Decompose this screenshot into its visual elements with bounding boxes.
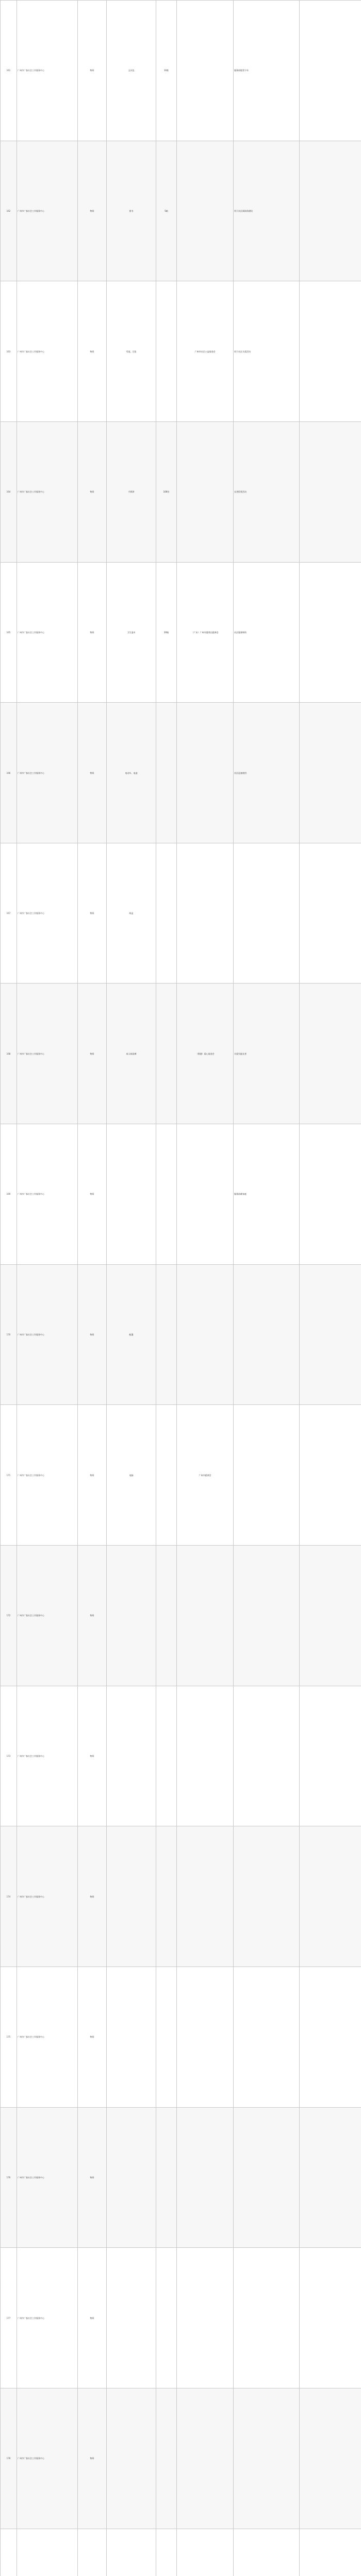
donation-item: 图书 <box>107 141 156 281</box>
donation-use: 社区巡查使用 <box>234 703 300 843</box>
org-name: 广州市广客社会工作服务中心 <box>17 1264 78 1405</box>
table-row <box>1 421 361 562</box>
donation-source <box>177 2388 234 2529</box>
blank-cell <box>300 843 361 984</box>
donation-item: 纸盒 <box>107 843 156 984</box>
blank-cell <box>300 2248 361 2388</box>
donation-use: 用于社区关爱活动 <box>234 281 300 422</box>
donation-item: 电动车、电池 <box>107 703 156 843</box>
row-index: 175 <box>1 1967 17 2107</box>
donation-qty <box>156 2529 177 2576</box>
donation-use <box>234 1546 300 1686</box>
donation-source: 广州市慈善会 <box>177 1405 234 1546</box>
donation-qty <box>156 2248 177 2388</box>
donation-qty <box>156 703 177 843</box>
donation-use: 服务困境青少年 <box>234 1 300 141</box>
org-name: 广州市广客社会工作服务中心 <box>17 1546 78 1686</box>
donation-item: 卫生湿巾 <box>107 562 156 703</box>
donation-item: 电脑 <box>107 1405 156 1546</box>
donation-type: 物资 <box>78 281 107 422</box>
org-name <box>17 2529 78 2576</box>
donation-qty <box>156 1546 177 1686</box>
donation-qty <box>156 2388 177 2529</box>
org-name: 广州市广客社会工作服务中心 <box>17 141 78 281</box>
donation-type: 物资 <box>78 2107 107 2248</box>
table-row <box>1 562 361 703</box>
blank-cell <box>300 1546 361 1686</box>
row-index: 162 <box>1 141 17 281</box>
table-row <box>1 2388 361 2529</box>
donation-item: 文具包 <box>107 1 156 141</box>
donation-type <box>78 2529 107 2576</box>
donation-type: 物资 <box>78 703 107 843</box>
donation-type: 物资 <box>78 1 107 141</box>
donation-item: 手抓饼 <box>107 421 156 562</box>
table-row <box>1 843 361 984</box>
donation-item <box>107 2529 156 2576</box>
donation-qty <box>156 984 177 1124</box>
org-name: 广州市广客社会工作服务中心 <box>17 1 78 141</box>
org-name: 广州市广客社会工作服务中心 <box>17 421 78 562</box>
donation-use <box>234 1264 300 1405</box>
row-index: 169 <box>1 1124 17 1265</box>
row-index: 170 <box>1 1264 17 1405</box>
donation-qty <box>156 1686 177 1826</box>
donation-item <box>107 1124 156 1265</box>
donation-item: 帐篷 <box>107 1264 156 1405</box>
donation-qty <box>156 1405 177 1546</box>
table-row <box>1 1826 361 1967</box>
donation-source <box>177 2248 234 2388</box>
table-row <box>1 2248 361 2388</box>
donation-qty <box>156 1264 177 1405</box>
donation-source <box>177 421 234 562</box>
donation-type: 物资 <box>78 1686 107 1826</box>
blank-cell <box>300 2107 361 2248</box>
donation-qty: 20箱 <box>156 562 177 703</box>
donation-use: 服务困难家庭 <box>234 1124 300 1265</box>
donation-item <box>107 1826 156 1967</box>
donation-use <box>234 1405 300 1546</box>
donation-use <box>234 2529 300 2576</box>
donation-source <box>177 1546 234 1686</box>
table-row <box>1 1967 361 2107</box>
donation-item <box>107 2248 156 2388</box>
row-index: 176 <box>1 2107 17 2248</box>
donation-source <box>177 2529 234 2576</box>
row-index: 164 <box>1 421 17 562</box>
blank-cell <box>300 1405 361 1546</box>
donation-type: 物资 <box>78 843 107 984</box>
donation-type: 物资 <box>78 1264 107 1405</box>
table-row <box>1 281 361 422</box>
donation-item <box>107 1967 156 2107</box>
donation-item <box>107 1686 156 1826</box>
table-row <box>1 1264 361 1405</box>
row-index: 163 <box>1 281 17 422</box>
donation-type: 物资 <box>78 562 107 703</box>
row-index: 177 <box>1 2248 17 2388</box>
donation-use <box>234 843 300 984</box>
blank-cell <box>300 1 361 141</box>
org-name: 广州市广客社会工作服务中心 <box>17 562 78 703</box>
donation-source <box>177 1826 234 1967</box>
donation-qty: 10套 <box>156 1 177 141</box>
donation-type: 物资 <box>78 1405 107 1546</box>
donation-source <box>177 1264 234 1405</box>
table-row <box>1 1546 361 1686</box>
donation-item: 雪莲、豆浆 <box>107 281 156 422</box>
donation-qty <box>156 843 177 984</box>
donation-use: 关爱失能长者 <box>234 984 300 1124</box>
donation-qty <box>156 1124 177 1265</box>
row-index: 171 <box>1 1405 17 1546</box>
donation-qty: 5箱 <box>156 141 177 281</box>
table-row <box>1 1124 361 1265</box>
table-row <box>1 1 361 141</box>
table-row <box>1 2107 361 2248</box>
blank-cell <box>300 984 361 1124</box>
blank-cell <box>300 1967 361 2107</box>
row-index: 161 <box>1 1 17 141</box>
donation-source <box>177 141 234 281</box>
donation-source <box>177 1686 234 1826</box>
table-row <box>1 141 361 281</box>
donation-source <box>177 2107 234 2248</box>
row-index: 173 <box>1 1686 17 1826</box>
donation-use <box>234 1686 300 1826</box>
blank-cell <box>300 421 361 562</box>
org-name: 广州市广客社会工作服务中心 <box>17 703 78 843</box>
donation-qty <box>156 1826 177 1967</box>
donation-source <box>177 1 234 141</box>
org-name: 广州市广客社会工作服务中心 <box>17 984 78 1124</box>
org-name: 广州市广客社会工作服务中心 <box>17 1686 78 1826</box>
donation-qty <box>156 281 177 422</box>
row-index: 167 <box>1 843 17 984</box>
row-index <box>1 2529 17 2576</box>
blank-cell <box>300 1264 361 1405</box>
donation-item <box>107 2107 156 2248</box>
donation-use <box>234 1967 300 2107</box>
donation-type: 物资 <box>78 2388 107 2529</box>
blank-cell <box>300 281 361 422</box>
donation-use <box>234 1826 300 1967</box>
donation-type: 物资 <box>78 2248 107 2388</box>
donation-item <box>107 2388 156 2529</box>
donation-source <box>177 843 234 984</box>
org-name: 广州市广客社会工作服务中心 <box>17 1967 78 2107</box>
blank-cell <box>300 562 361 703</box>
table-row <box>1 1405 361 1546</box>
table-row <box>1 1686 361 1826</box>
blank-cell <box>300 2529 361 2576</box>
donation-source <box>177 703 234 843</box>
donation-type: 物资 <box>78 1967 107 2107</box>
org-name: 广州市广客社会工作服务中心 <box>17 281 78 422</box>
donation-use: 长者饭堂活动 <box>234 421 300 562</box>
donation-source <box>177 1124 234 1265</box>
row-index: 172 <box>1 1546 17 1686</box>
org-name: 广州市广客社会工作服务中心 <box>17 1124 78 1265</box>
org-name: 广州市广客社会工作服务中心 <box>17 2388 78 2529</box>
donation-source: （广东）广州市越秀区慈善会 <box>177 562 234 703</box>
donation-source: 广州市社区公益基金会 <box>177 281 234 422</box>
donation-source <box>177 1967 234 2107</box>
donation-item <box>107 1546 156 1686</box>
blank-cell <box>300 1826 361 1967</box>
row-index: 178 <box>1 2388 17 2529</box>
blank-cell <box>300 141 361 281</box>
donation-type: 物资 <box>78 984 107 1124</box>
table-row <box>1 2529 361 2576</box>
donation-qty <box>156 2107 177 2248</box>
donation-qty: 100份 <box>156 421 177 562</box>
row-index: 168 <box>1 984 17 1124</box>
donation-type: 物资 <box>78 421 107 562</box>
org-name: 广州市广客社会工作服务中心 <box>17 2248 78 2388</box>
table-row <box>1 703 361 843</box>
blank-cell <box>300 1686 361 1826</box>
donation-source: （香港）爱心基金会 <box>177 984 234 1124</box>
org-name: 广州市广客社会工作服务中心 <box>17 2107 78 2248</box>
donation-qty <box>156 1967 177 2107</box>
org-name: 广州市广客社会工作服务中心 <box>17 843 78 984</box>
donation-use: 用于社区阅读角建设 <box>234 141 300 281</box>
donation-use <box>234 2107 300 2248</box>
org-name: 广州市广客社会工作服务中心 <box>17 1405 78 1546</box>
donation-item: 成人纸尿裤 <box>107 984 156 1124</box>
donation-use: 社区服务物资 <box>234 562 300 703</box>
blank-cell <box>300 2388 361 2529</box>
org-name: 广州市广客社会工作服务中心 <box>17 1826 78 1967</box>
blank-cell <box>300 703 361 843</box>
table-row <box>1 984 361 1124</box>
donation-type: 物资 <box>78 1826 107 1967</box>
blank-cell <box>300 1124 361 1265</box>
donation-use <box>234 2388 300 2529</box>
donation-type: 物资 <box>78 141 107 281</box>
row-index: 166 <box>1 703 17 843</box>
donation-type: 物资 <box>78 1124 107 1265</box>
donation-use <box>234 2248 300 2388</box>
row-index: 165 <box>1 562 17 703</box>
donation-type: 物资 <box>78 1546 107 1686</box>
row-index: 174 <box>1 1826 17 1967</box>
